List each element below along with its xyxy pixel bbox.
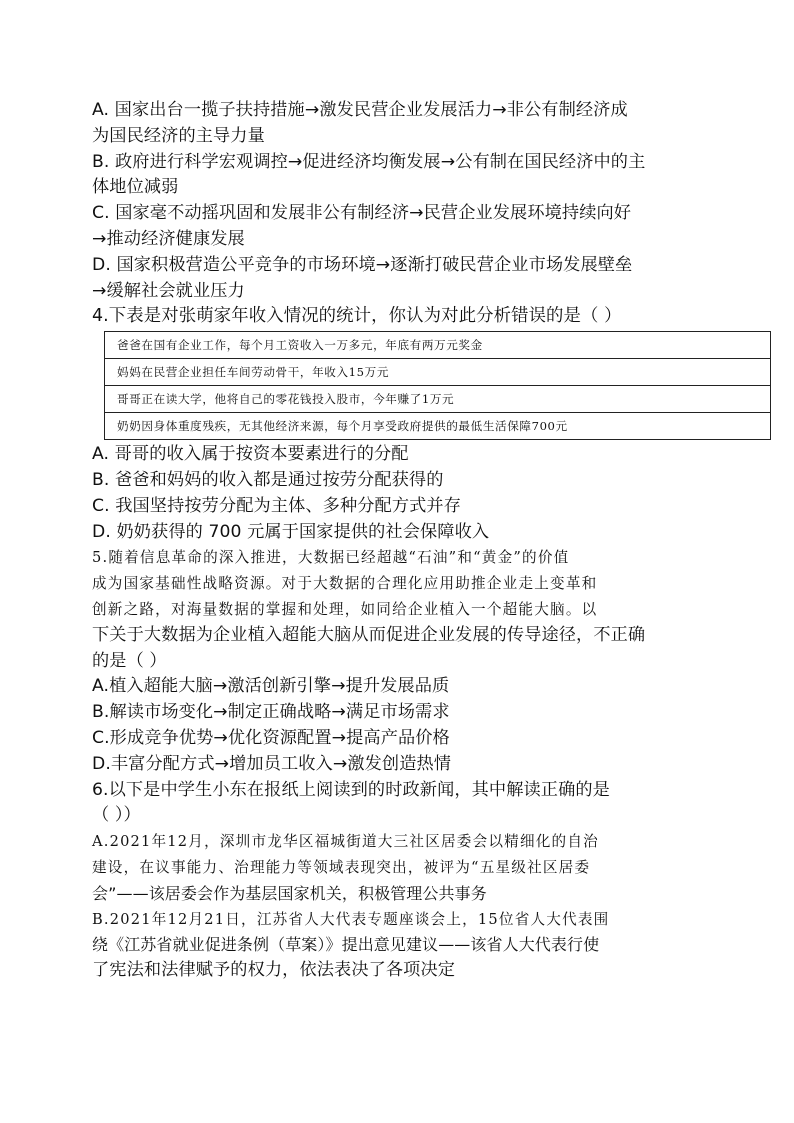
question-4 bbox=[92, 304, 772, 545]
q4-option-d: D. 奶奶获得的 700 元属于国家提供的社会保障收入 bbox=[92, 521, 490, 542]
q3-option-b-line1: B. 政府进行科学宏观调控→促进经济均衡发展→公有制在国民经济中的主 bbox=[92, 151, 646, 172]
q6-title-line1: 6.以下是中学生小东在报纸上阅读到的时政新闻，其中解读正确的是 bbox=[92, 779, 610, 800]
table-row bbox=[105, 413, 771, 440]
exam-page bbox=[92, 98, 772, 984]
table-cell: 爸爸在国有企业工作，每个月工资收入一万多元，年底有两万元奖金 bbox=[105, 332, 771, 359]
question-6 bbox=[92, 778, 772, 984]
q5-stem-line2: 成为国家基础性战略资源。对于大数据的合理化应用助推企业走上变革和 bbox=[92, 575, 598, 593]
q3-option-c-line2: →推动经济健康发展 bbox=[92, 228, 245, 249]
table-row bbox=[105, 386, 771, 413]
q5-stem-line3: 创新之路，对海量数据的掌握和处理，如同给企业植入一个超能大脑。以 bbox=[92, 600, 598, 618]
q4-title: 4.下表是对张萌家年收入情况的统计，你认为对此分析错误的是（ ） bbox=[92, 306, 622, 327]
q6-title-line2: （ ）） bbox=[92, 805, 141, 826]
q3-option-a-line2: 为国民经济的主导力量 bbox=[92, 125, 265, 146]
q5-stem-line1: 5.随着信息革命的深入推进，大数据已经超越“石油”和“黄金”的价值 bbox=[92, 549, 570, 567]
table-row bbox=[105, 332, 771, 359]
q6-option-b-line1: B.2021年12月21日，江苏省人大代表专题座谈会上，15位省人大代表围 bbox=[92, 910, 610, 928]
q5-option-d: D.丰富分配方式→增加员工收入→激发创造热情 bbox=[92, 753, 452, 774]
q6-option-b-line2: 绕《江苏省就业促进条例（草案）》提出意见建议——该省人大代表行使 bbox=[92, 935, 600, 955]
q6-option-a-line3: 会”——该居委会作为基层国家机关，积极管理公共事务 bbox=[92, 883, 487, 903]
q3-option-a-line1: A. 国家出台一揽子扶持措施→激发民营企业发展活力→非公有制经济成 bbox=[92, 100, 628, 120]
q4-option-c: C. 我国坚持按劳分配为主体、多种分配方式并存 bbox=[92, 495, 461, 516]
table-cell: 奶奶因身体重度残疾，无其他经济来源，每个月享受政府提供的最低生活保障700元 bbox=[105, 413, 771, 440]
q4-option-b: B. 爸爸和妈妈的收入都是通过按劳分配获得的 bbox=[92, 469, 444, 490]
question-3-options bbox=[92, 98, 772, 304]
table-cell: 妈妈在民营企业担任车间劳动骨干，年收入15万元 bbox=[105, 359, 771, 386]
q3-option-b-line2: 体地位减弱 bbox=[92, 177, 179, 198]
table-row bbox=[105, 359, 771, 386]
table-cell: 哥哥正在读大学，他将自己的零花钱投入股市，今年赚了1万元 bbox=[105, 386, 771, 413]
q6-option-b-line3: 了宪法和法律赋予的权力，依法表决了各项决定 bbox=[92, 960, 456, 981]
q6-option-a-line2: 建设，在议事能力、治理能力等领域表现突出，被评为“五星级社区居委 bbox=[92, 858, 591, 876]
q5-stem-line5: 的是（ ） bbox=[92, 650, 167, 671]
income-table bbox=[104, 331, 771, 440]
question-5 bbox=[92, 545, 772, 777]
q3-option-d-line1: D. 国家积极营造公平竞争的市场环境→逐渐打破民营企业市场发展壁垒 bbox=[92, 254, 633, 275]
q5-stem-line4: 下关于大数据为企业植入超能大脑从而促进企业发展的传导途径，不正确 bbox=[92, 624, 646, 645]
q6-option-a-line1: A.2021年12月，深圳市龙华区福城街道大三社区居委会以精细化的自治 bbox=[92, 833, 599, 851]
q3-option-c-line1: C. 国家毫不动摇巩固和发展非公有制经济→民营企业发展环境持续向好 bbox=[92, 203, 632, 224]
q5-option-b: B.解读市场变化→制定正确战略→满足市场需求 bbox=[92, 702, 450, 723]
q4-option-a: A. 哥哥的收入属于按资本要素进行的分配 bbox=[92, 444, 409, 465]
q5-option-a: A.植入超能大脑→激活创新引擎→提升发展品质 bbox=[92, 676, 450, 697]
q5-option-c: C.形成竞争优势→优化资源配置→提高产品价格 bbox=[92, 727, 450, 748]
q3-option-d-line2: →缓解社会就业压力 bbox=[92, 280, 245, 301]
